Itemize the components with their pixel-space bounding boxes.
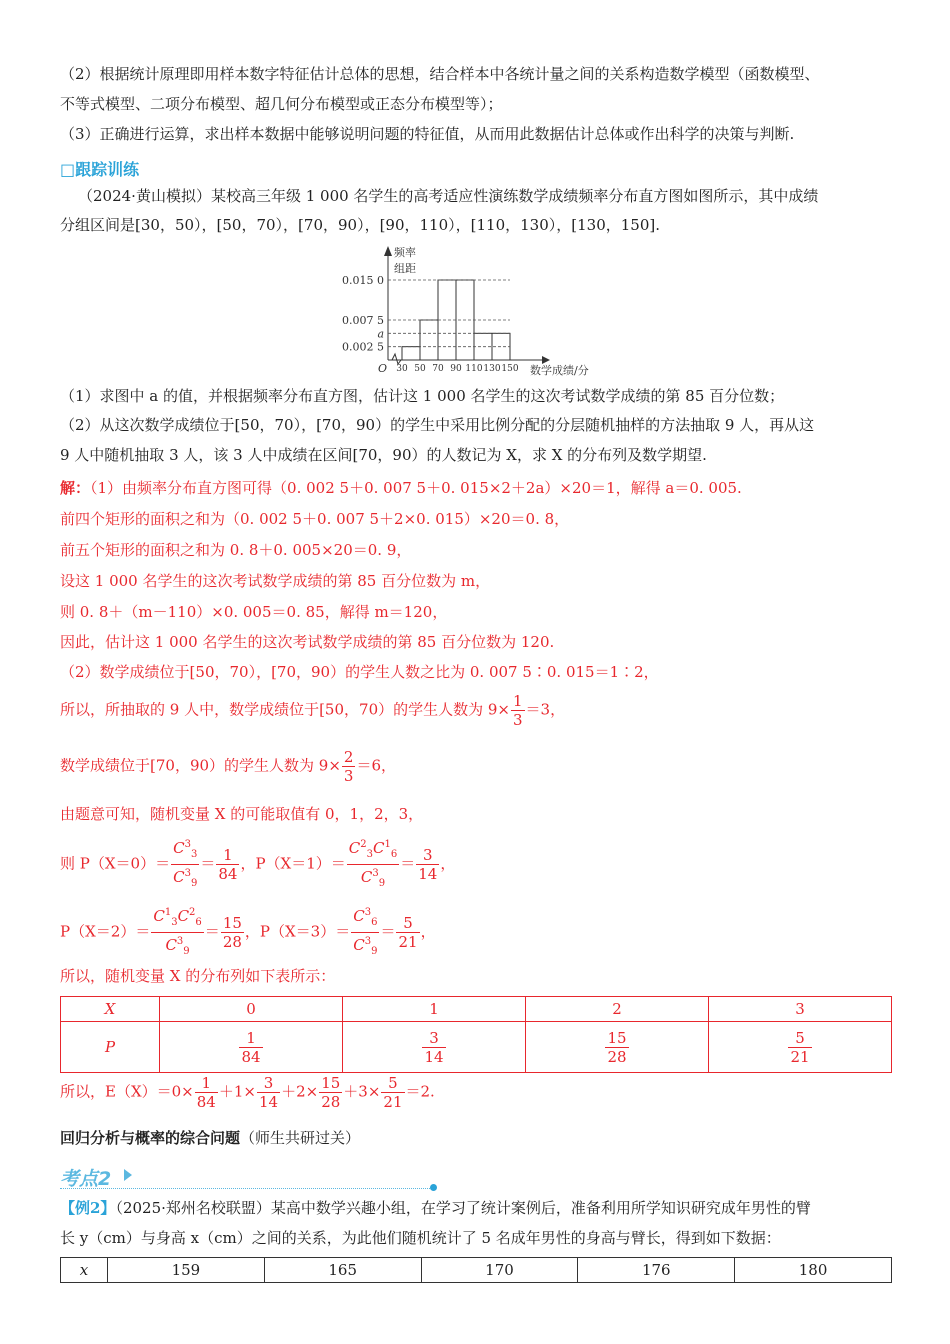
badge-underline (60, 1188, 430, 1189)
table-cell: $\frac{5}{21}$ (709, 1022, 892, 1073)
solution-step-1: （1）由频率分布直方图可得（0. 002 5＋0. 007 5＋0. 015×2＋2a）×20＝1，解得 a＝0. 005. (90, 479, 742, 497)
expectation-term: ＋3× (343, 1082, 381, 1101)
x-tick-label: 90 (450, 364, 462, 374)
section-note: （师生共研过关） (240, 1129, 361, 1147)
distribution-table (60, 996, 892, 1073)
fraction-two-thirds: $\frac{2}{3}$ (343, 748, 354, 785)
table-cell: $\frac{15}{28}$ (526, 1022, 709, 1073)
tracking-problem-line-2: 分组区间是[30，50），[50，70），[70，90），[90，110），[110，130），[130，150]. (60, 216, 660, 234)
step8-text: 所以，所抽取的 9 人中，数学成绩位于[50，70）的学生人数为 9× (60, 700, 510, 719)
step9-result: ＝6， (356, 756, 397, 775)
table-row (61, 997, 892, 1022)
solution-step-2: 前四个矩形的面积之和为（0. 002 5＋0. 007 5＋2×0. 015）×20＝0. 8， (60, 510, 570, 528)
kaodian-badge (60, 1164, 440, 1188)
x-axis-arrow-icon (542, 356, 550, 364)
axis-break-mark (392, 354, 401, 364)
frequency-histogram (330, 240, 620, 380)
solution-step-11: 所以，随机变量 X 的分布列如下表所示： (60, 967, 336, 985)
badge-dot (430, 1184, 437, 1191)
intro-line-3: （3）正确进行运算，求出样本数据中能够说明问题的特征值，从而用此数据估计总体或作出科学的决策与判断. (60, 125, 795, 143)
p3-label: ，P（X＝3）＝ (244, 922, 351, 941)
x-tick-label: 130 (483, 364, 501, 374)
chart-ylabel-top: 频率 (394, 246, 416, 259)
table-cell: $\frac{1}{84}$ (160, 1022, 343, 1073)
probability-line-2: P（X＝2）＝ $\frac{C^1_3C^2_6}{C^3_9}$ ＝ $\frac{15}{28}$ ，P（X＝3）＝ $\frac{C^3_6}{C^3_9}$ ＝ $\frac{5}{21}$ ， (60, 904, 436, 961)
x-tick-label: 30 (396, 364, 408, 374)
table-cell: 165 (264, 1258, 421, 1283)
expectation-term: ＋2× (281, 1082, 319, 1101)
section-heading (60, 1128, 360, 1148)
table-cell: 1 (343, 997, 526, 1022)
table-header-x: x (61, 1258, 108, 1283)
section-title: 回归分析与概率的综合问题 (60, 1129, 241, 1147)
y-tick-label: 0.002 5 (342, 340, 384, 354)
table-row (61, 1022, 892, 1073)
expectation-line: 所以，E（X）＝0× $\frac{1}{84}$ ＋1× $\frac{3}{14}$ ＋2× $\frac{15}{28}$ ＋3× $\frac{5}{21}$ ＝2. (60, 1074, 435, 1111)
y-tick-label: a (377, 327, 384, 341)
table-cell: 0 (160, 997, 343, 1022)
table-cell: 176 (578, 1258, 735, 1283)
combo-fraction-p3: $\frac{C^3_6}{C^3_9}$ (351, 904, 379, 961)
combo-fraction-p1: $\frac{C^2_3C^1_6}{C^3_9}$ (347, 836, 399, 893)
question-2-line-2: 9 人中随机抽取 3 人，该 3 人中成绩在区间[70，90）的人数记为 X，求 X 的分布列及数学期望. (60, 446, 707, 464)
fraction-p3: $\frac{5}{21}$ (398, 914, 418, 951)
fraction-p2: $\frac{15}{28}$ (222, 914, 242, 951)
histogram-bar (402, 347, 420, 360)
kaodian-label: 考点2 (60, 1168, 112, 1190)
probability-line-1: 则 P（X＝0）＝ $\frac{C^3_3}{C^3_9}$ ＝ $\frac{1}{84}$ ，P（X＝1）＝ $\frac{C^2_3C^1_6}{C^3_9}$ ＝ $\frac{3}{14}$ ， (60, 836, 455, 893)
chart-ylabel-bottom: 组距 (394, 262, 416, 275)
question-2-line-1: （2）从这次数学成绩位于[50，70），[70，90）的学生中采用比例分配的分层随机抽样的方法抽取 9 人，再从这 (60, 416, 815, 434)
solution-step-3: 前五个矩形的面积之和为 0. 8＋0. 005×20＝0. 9， (60, 541, 412, 559)
example-line-1 (60, 1198, 811, 1218)
chart-xlabel: 数学成绩/分 (530, 364, 589, 377)
expectation-result: ＝2. (405, 1082, 435, 1101)
table-cell: 3 (709, 997, 892, 1022)
y-tick-label: 0.007 5 (342, 314, 384, 327)
p2-label: P（X＝2）＝ (60, 922, 151, 941)
x-tick-label: 110 (465, 364, 483, 374)
question-1: （1）求图中 a 的值，并根据频率分布直方图，估计这 1 000 名学生的这次考试数学成绩的第 85 百分位数； (60, 387, 785, 405)
chart-origin: O (378, 362, 388, 375)
table-header-x: X (61, 997, 160, 1022)
example-line-2: 长 y（cm）与身高 x（cm）之间的关系，为此他们随机统计了 5 名成年男性的身高与臂长，得到如下数据： (60, 1229, 781, 1247)
y-axis-arrow-icon (384, 246, 392, 256)
solution-step-10: 由题意可知，随机变量 X 的可能取值有 0，1，2，3， (60, 805, 424, 823)
intro-line-2: 不等式模型、二项分布模型、超几何分布模型或正态分布模型等）； (60, 95, 503, 113)
table-cell: 159 (108, 1258, 265, 1283)
step8-result: ＝3， (525, 700, 566, 719)
tracking-title: □跟踪训练 (60, 160, 140, 179)
histogram-bar (420, 320, 438, 360)
solution-line-1 (60, 478, 742, 498)
fraction-p1: $\frac{3}{14}$ (418, 846, 438, 883)
expectation-term: ＋1× (218, 1082, 256, 1101)
combo-fraction-p0: $\frac{C^3_3}{C^3_9}$ (171, 836, 199, 893)
y-tick-label: 0.015 0 (342, 274, 384, 287)
height-table (60, 1257, 892, 1283)
x-tick-label: 150 (501, 364, 519, 374)
x-tick-label: 70 (432, 364, 444, 374)
solution-step-4: 设这 1 000 名学生的这次考试数学成绩的第 85 百分位数为 m， (60, 572, 491, 590)
solution-step-9 (60, 748, 396, 785)
tracking-problem-line-1: （2024·黄山模拟）某校高三年级 1 000 名学生的高考适应性演练数学成绩频率分布直方图如图所示，其中成绩 (78, 187, 819, 205)
table-cell: $\frac{3}{14}$ (343, 1022, 526, 1073)
table-row (61, 1258, 892, 1283)
table-cell: 170 (421, 1258, 578, 1283)
step9-text: 数学成绩位于[70，90）的学生人数为 9× (60, 756, 341, 775)
example-tag: 【例2】 (60, 1199, 116, 1217)
table-cell: 2 (526, 997, 709, 1022)
solution-step-8 (60, 692, 565, 729)
x-tick-label: 50 (414, 364, 426, 374)
play-arrow-icon (124, 1169, 132, 1181)
intro-line-1: （2）根据统计原理即用样本数字特征估计总体的思想，结合样本中各统计量之间的关系构造数学模型（函数模型、 (60, 65, 820, 83)
table-header-p: P (61, 1022, 160, 1073)
combo-fraction-p2: $\frac{C^1_3C^2_6}{C^3_9}$ (151, 904, 203, 961)
expectation-label: 所以，E（X）＝0× (60, 1082, 194, 1101)
example-text: （2025·郑州名校联盟）某高中数学兴趣小组，在学习了统计案例后，准备利用所学知识研究成年男性的臂 (115, 1199, 811, 1217)
fraction-one-third: $\frac{1}{3}$ (513, 692, 523, 729)
solution-step-7: （2）数学成绩位于[50，70），[70，90）的学生人数之比为 0. 007 5∶0. 015＝1∶2， (60, 663, 659, 681)
p0-label: 则 P（X＝0）＝ (60, 854, 171, 873)
solution-label: 解： (60, 479, 91, 497)
p1-label: ，P（X＝1）＝ (240, 854, 346, 873)
table-cell: 180 (735, 1258, 892, 1283)
fraction-p0: $\frac{1}{84}$ (218, 846, 238, 883)
solution-step-6: 因此，估计这 1 000 名学生的这次考试数学成绩的第 85 百分位数为 120. (60, 633, 555, 651)
solution-step-5: 则 0. 8＋（m－110）×0. 005＝0. 85，解得 m＝120， (60, 603, 448, 621)
